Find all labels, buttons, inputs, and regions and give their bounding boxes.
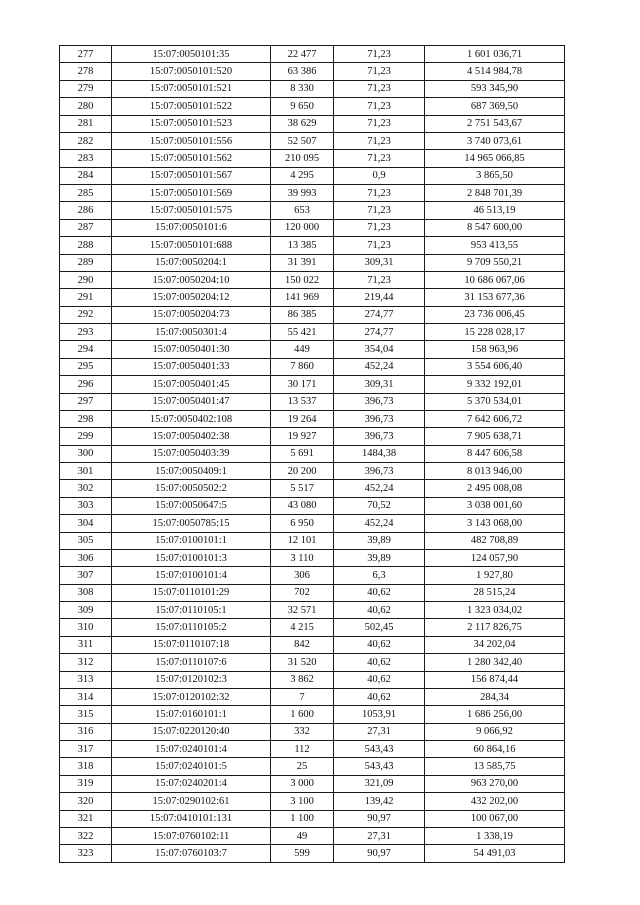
row-number-cell: 297 [60, 393, 112, 410]
area-cell: 30 171 [271, 376, 334, 393]
area-cell: 842 [271, 636, 334, 653]
value-cell: 14 965 066,85 [425, 150, 565, 167]
area-cell: 13 537 [271, 393, 334, 410]
area-cell: 7 [271, 688, 334, 705]
table-body [60, 46, 565, 863]
rate-cell: 71,23 [334, 98, 425, 115]
row-number-cell: 312 [60, 654, 112, 671]
rate-cell: 27,31 [334, 723, 425, 740]
cadastral-number-cell: 15:07:0110107:18 [112, 636, 271, 653]
row-number-cell: 313 [60, 671, 112, 688]
area-cell: 112 [271, 741, 334, 758]
area-cell: 3 110 [271, 549, 334, 566]
rate-cell: 1053,91 [334, 706, 425, 723]
table-row [60, 810, 565, 827]
value-cell: 953 413,55 [425, 237, 565, 254]
table-row [60, 341, 565, 358]
area-cell: 702 [271, 584, 334, 601]
value-cell: 2 117 826,75 [425, 619, 565, 636]
area-cell: 599 [271, 845, 334, 862]
row-number-cell: 298 [60, 410, 112, 427]
rate-cell: 274,77 [334, 306, 425, 323]
rate-cell: 0,9 [334, 167, 425, 184]
area-cell: 3 000 [271, 775, 334, 792]
value-cell: 124 057,90 [425, 549, 565, 566]
cadastral-number-cell: 15:07:0760103:7 [112, 845, 271, 862]
cadastral-number-cell: 15:07:0100101:3 [112, 549, 271, 566]
area-cell: 55 421 [271, 324, 334, 341]
row-number-cell: 323 [60, 845, 112, 862]
rate-cell: 71,23 [334, 202, 425, 219]
area-cell: 20 200 [271, 463, 334, 480]
value-cell: 2 495 008,08 [425, 480, 565, 497]
value-cell: 34 202,04 [425, 636, 565, 653]
rate-cell: 543,43 [334, 741, 425, 758]
rate-cell: 71,23 [334, 80, 425, 97]
area-cell: 22 477 [271, 46, 334, 63]
area-cell: 3 100 [271, 793, 334, 810]
area-cell: 31 520 [271, 654, 334, 671]
row-number-cell: 308 [60, 584, 112, 601]
area-cell: 5 691 [271, 445, 334, 462]
value-cell: 23 736 006,45 [425, 306, 565, 323]
value-cell: 10 686 067,06 [425, 271, 565, 288]
rate-cell: 90,97 [334, 845, 425, 862]
row-number-cell: 307 [60, 567, 112, 584]
value-cell: 3 740 073,61 [425, 132, 565, 149]
table-row [60, 688, 565, 705]
rate-cell: 40,62 [334, 671, 425, 688]
cadastral-number-cell: 15:07:0050101:569 [112, 185, 271, 202]
rate-cell: 40,62 [334, 602, 425, 619]
row-number-cell: 302 [60, 480, 112, 497]
cadastral-number-cell: 15:07:0240101:5 [112, 758, 271, 775]
row-number-cell: 321 [60, 810, 112, 827]
cadastral-number-cell: 15:07:0050101:575 [112, 202, 271, 219]
area-cell: 13 385 [271, 237, 334, 254]
rate-cell: 354,04 [334, 341, 425, 358]
area-cell: 31 391 [271, 254, 334, 271]
table-row [60, 758, 565, 775]
value-cell: 8 547 600,00 [425, 219, 565, 236]
table-row [60, 393, 565, 410]
value-cell: 1 338,19 [425, 827, 565, 844]
cadastral-number-cell: 15:07:0110107:6 [112, 654, 271, 671]
area-cell: 653 [271, 202, 334, 219]
rate-cell: 321,09 [334, 775, 425, 792]
table-row [60, 532, 565, 549]
cadastral-number-cell: 15:07:0120102:3 [112, 671, 271, 688]
value-cell: 8 447 606,58 [425, 445, 565, 462]
table-row [60, 497, 565, 514]
cadastral-number-cell: 15:07:0110105:1 [112, 602, 271, 619]
area-cell: 49 [271, 827, 334, 844]
table-row [60, 289, 565, 306]
row-number-cell: 281 [60, 115, 112, 132]
area-cell: 8 330 [271, 80, 334, 97]
value-cell: 54 491,03 [425, 845, 565, 862]
cadastral-number-cell: 15:07:0050101:523 [112, 115, 271, 132]
rate-cell: 90,97 [334, 810, 425, 827]
cadastral-number-cell: 15:07:0050402:38 [112, 428, 271, 445]
area-cell: 1 100 [271, 810, 334, 827]
value-cell: 1 927,80 [425, 567, 565, 584]
area-cell: 12 101 [271, 532, 334, 549]
area-cell: 32 571 [271, 602, 334, 619]
rate-cell: 396,73 [334, 393, 425, 410]
table-row [60, 723, 565, 740]
rate-cell: 71,23 [334, 150, 425, 167]
rate-cell: 40,62 [334, 636, 425, 653]
value-cell: 432 202,00 [425, 793, 565, 810]
rate-cell: 309,31 [334, 376, 425, 393]
rate-cell: 396,73 [334, 428, 425, 445]
area-cell: 7 860 [271, 358, 334, 375]
row-number-cell: 284 [60, 167, 112, 184]
cadastral-number-cell: 15:07:0240101:4 [112, 741, 271, 758]
cadastral-number-cell: 15:07:0410101:131 [112, 810, 271, 827]
row-number-cell: 317 [60, 741, 112, 758]
value-cell: 3 038 001,60 [425, 497, 565, 514]
row-number-cell: 293 [60, 324, 112, 341]
rate-cell: 6,3 [334, 567, 425, 584]
table-row [60, 480, 565, 497]
row-number-cell: 310 [60, 619, 112, 636]
cadastral-number-cell: 15:07:0050401:45 [112, 376, 271, 393]
row-number-cell: 318 [60, 758, 112, 775]
cadastral-number-cell: 15:07:0110105:2 [112, 619, 271, 636]
table-row [60, 132, 565, 149]
value-cell: 28 515,24 [425, 584, 565, 601]
row-number-cell: 289 [60, 254, 112, 271]
value-cell: 1 323 034,02 [425, 602, 565, 619]
row-number-cell: 296 [60, 376, 112, 393]
value-cell: 593 345,90 [425, 80, 565, 97]
cadastral-number-cell: 15:07:0120102:32 [112, 688, 271, 705]
value-cell: 2 751 543,67 [425, 115, 565, 132]
rate-cell: 452,24 [334, 480, 425, 497]
row-number-cell: 320 [60, 793, 112, 810]
area-cell: 332 [271, 723, 334, 740]
cadastral-number-cell: 15:07:0050101:6 [112, 219, 271, 236]
table-row [60, 845, 565, 862]
table-row [60, 515, 565, 532]
row-number-cell: 311 [60, 636, 112, 653]
rate-cell: 27,31 [334, 827, 425, 844]
cadastral-number-cell: 15:07:0050101:521 [112, 80, 271, 97]
area-cell: 19 927 [271, 428, 334, 445]
area-cell: 39 993 [271, 185, 334, 202]
land-parcel-table [59, 45, 565, 863]
cadastral-number-cell: 15:07:0050101:35 [112, 46, 271, 63]
row-number-cell: 279 [60, 80, 112, 97]
table-row [60, 549, 565, 566]
table-row [60, 827, 565, 844]
value-cell: 156 874,44 [425, 671, 565, 688]
cadastral-number-cell: 15:07:0290102:61 [112, 793, 271, 810]
table-row [60, 602, 565, 619]
cadastral-number-cell: 15:07:0050101:556 [112, 132, 271, 149]
row-number-cell: 301 [60, 463, 112, 480]
value-cell: 1 601 036,71 [425, 46, 565, 63]
row-number-cell: 287 [60, 219, 112, 236]
area-cell: 6 950 [271, 515, 334, 532]
value-cell: 46 513,19 [425, 202, 565, 219]
row-number-cell: 292 [60, 306, 112, 323]
area-cell: 52 507 [271, 132, 334, 149]
value-cell: 1 280 342,40 [425, 654, 565, 671]
cadastral-number-cell: 15:07:0050101:562 [112, 150, 271, 167]
value-cell: 687 369,50 [425, 98, 565, 115]
table-row [60, 410, 565, 427]
area-cell: 120 000 [271, 219, 334, 236]
value-cell: 158 963,96 [425, 341, 565, 358]
value-cell: 7 905 638,71 [425, 428, 565, 445]
area-cell: 5 517 [271, 480, 334, 497]
value-cell: 60 864,16 [425, 741, 565, 758]
rate-cell: 40,62 [334, 584, 425, 601]
table-row [60, 254, 565, 271]
cadastral-number-cell: 15:07:0050204:12 [112, 289, 271, 306]
table-row [60, 567, 565, 584]
value-cell: 8 013 946,00 [425, 463, 565, 480]
table-row [60, 167, 565, 184]
rate-cell: 71,23 [334, 46, 425, 63]
value-cell: 13 585,75 [425, 758, 565, 775]
cadastral-number-cell: 15:07:0050204:73 [112, 306, 271, 323]
rate-cell: 396,73 [334, 463, 425, 480]
value-cell: 3 554 606,40 [425, 358, 565, 375]
row-number-cell: 280 [60, 98, 112, 115]
row-number-cell: 304 [60, 515, 112, 532]
table-row [60, 306, 565, 323]
rate-cell: 71,23 [334, 219, 425, 236]
rate-cell: 274,77 [334, 324, 425, 341]
rate-cell: 71,23 [334, 237, 425, 254]
cadastral-number-cell: 15:07:0050402:108 [112, 410, 271, 427]
rate-cell: 452,24 [334, 358, 425, 375]
row-number-cell: 303 [60, 497, 112, 514]
cadastral-number-cell: 15:07:0050409:1 [112, 463, 271, 480]
value-cell: 9 332 192,01 [425, 376, 565, 393]
area-cell: 86 385 [271, 306, 334, 323]
cadastral-number-cell: 15:07:0760102:11 [112, 827, 271, 844]
area-cell: 63 386 [271, 63, 334, 80]
row-number-cell: 282 [60, 132, 112, 149]
value-cell: 3 865,50 [425, 167, 565, 184]
cadastral-number-cell: 15:07:0050401:47 [112, 393, 271, 410]
row-number-cell: 309 [60, 602, 112, 619]
area-cell: 38 629 [271, 115, 334, 132]
value-cell: 7 642 606,72 [425, 410, 565, 427]
area-cell: 25 [271, 758, 334, 775]
table-row [60, 654, 565, 671]
row-number-cell: 300 [60, 445, 112, 462]
row-number-cell: 315 [60, 706, 112, 723]
cadastral-number-cell: 15:07:0050204:10 [112, 271, 271, 288]
table-row [60, 619, 565, 636]
row-number-cell: 277 [60, 46, 112, 63]
value-cell: 284,34 [425, 688, 565, 705]
cadastral-number-cell: 15:07:0050101:688 [112, 237, 271, 254]
rate-cell: 71,23 [334, 271, 425, 288]
table-row [60, 202, 565, 219]
value-cell: 9 709 550,21 [425, 254, 565, 271]
table-row [60, 584, 565, 601]
table-row [60, 706, 565, 723]
row-number-cell: 285 [60, 185, 112, 202]
rate-cell: 139,42 [334, 793, 425, 810]
area-cell: 150 022 [271, 271, 334, 288]
area-cell: 43 080 [271, 497, 334, 514]
table-row [60, 185, 565, 202]
table-row [60, 376, 565, 393]
rate-cell: 502,45 [334, 619, 425, 636]
rate-cell: 39,89 [334, 549, 425, 566]
rate-cell: 452,24 [334, 515, 425, 532]
rate-cell: 71,23 [334, 63, 425, 80]
rate-cell: 219,44 [334, 289, 425, 306]
row-number-cell: 316 [60, 723, 112, 740]
table-row [60, 80, 565, 97]
rate-cell: 71,23 [334, 185, 425, 202]
row-number-cell: 286 [60, 202, 112, 219]
cadastral-number-cell: 15:07:0100101:4 [112, 567, 271, 584]
row-number-cell: 278 [60, 63, 112, 80]
value-cell: 482 708,89 [425, 532, 565, 549]
table-row [60, 671, 565, 688]
table-row [60, 115, 565, 132]
table-row [60, 98, 565, 115]
area-cell: 9 650 [271, 98, 334, 115]
cadastral-number-cell: 15:07:0050401:33 [112, 358, 271, 375]
row-number-cell: 288 [60, 237, 112, 254]
table-row [60, 150, 565, 167]
table-row [60, 636, 565, 653]
cadastral-number-cell: 15:07:0050401:30 [112, 341, 271, 358]
value-cell: 9 066,92 [425, 723, 565, 740]
table-row [60, 741, 565, 758]
value-cell: 100 067,00 [425, 810, 565, 827]
cadastral-number-cell: 15:07:0050204:1 [112, 254, 271, 271]
rate-cell: 40,62 [334, 688, 425, 705]
cadastral-number-cell: 15:07:0050403:39 [112, 445, 271, 462]
rate-cell: 70,52 [334, 497, 425, 514]
area-cell: 3 862 [271, 671, 334, 688]
cadastral-number-cell: 15:07:0050101:567 [112, 167, 271, 184]
value-cell: 1 686 256,00 [425, 706, 565, 723]
area-cell: 306 [271, 567, 334, 584]
table-row [60, 237, 565, 254]
value-cell: 963 270,00 [425, 775, 565, 792]
rate-cell: 1484,38 [334, 445, 425, 462]
area-cell: 4 295 [271, 167, 334, 184]
table-row [60, 271, 565, 288]
row-number-cell: 299 [60, 428, 112, 445]
value-cell: 3 143 068,00 [425, 515, 565, 532]
table-row [60, 219, 565, 236]
cadastral-number-cell: 15:07:0050502:2 [112, 480, 271, 497]
rate-cell: 396,73 [334, 410, 425, 427]
cadastral-number-cell: 15:07:0240201:4 [112, 775, 271, 792]
cadastral-number-cell: 15:07:0050101:520 [112, 63, 271, 80]
rate-cell: 39,89 [334, 532, 425, 549]
row-number-cell: 314 [60, 688, 112, 705]
value-cell: 5 370 534,01 [425, 393, 565, 410]
value-cell: 2 848 701,39 [425, 185, 565, 202]
cadastral-number-cell: 15:07:0050785:15 [112, 515, 271, 532]
area-cell: 19 264 [271, 410, 334, 427]
area-cell: 141 969 [271, 289, 334, 306]
area-cell: 449 [271, 341, 334, 358]
table-row [60, 324, 565, 341]
value-cell: 31 153 677,36 [425, 289, 565, 306]
rate-cell: 543,43 [334, 758, 425, 775]
rate-cell: 40,62 [334, 654, 425, 671]
area-cell: 4 215 [271, 619, 334, 636]
table-row [60, 445, 565, 462]
cadastral-number-cell: 15:07:0100101:1 [112, 532, 271, 549]
value-cell: 15 228 028,17 [425, 324, 565, 341]
row-number-cell: 295 [60, 358, 112, 375]
cadastral-number-cell: 15:07:0050647:5 [112, 497, 271, 514]
table-row [60, 793, 565, 810]
rate-cell: 71,23 [334, 132, 425, 149]
table-row [60, 46, 565, 63]
rate-cell: 309,31 [334, 254, 425, 271]
cadastral-number-cell: 15:07:0050301:4 [112, 324, 271, 341]
table-row [60, 428, 565, 445]
cadastral-number-cell: 15:07:0050101:522 [112, 98, 271, 115]
area-cell: 1 600 [271, 706, 334, 723]
row-number-cell: 294 [60, 341, 112, 358]
row-number-cell: 290 [60, 271, 112, 288]
table-row [60, 463, 565, 480]
area-cell: 210 095 [271, 150, 334, 167]
cadastral-number-cell: 15:07:0220120:40 [112, 723, 271, 740]
table-row [60, 63, 565, 80]
row-number-cell: 319 [60, 775, 112, 792]
row-number-cell: 306 [60, 549, 112, 566]
rate-cell: 71,23 [334, 115, 425, 132]
table-row [60, 358, 565, 375]
cadastral-number-cell: 15:07:0160101:1 [112, 706, 271, 723]
row-number-cell: 283 [60, 150, 112, 167]
row-number-cell: 305 [60, 532, 112, 549]
cadastral-number-cell: 15:07:0110101:29 [112, 584, 271, 601]
table-row [60, 775, 565, 792]
row-number-cell: 291 [60, 289, 112, 306]
row-number-cell: 322 [60, 827, 112, 844]
value-cell: 4 514 984,78 [425, 63, 565, 80]
